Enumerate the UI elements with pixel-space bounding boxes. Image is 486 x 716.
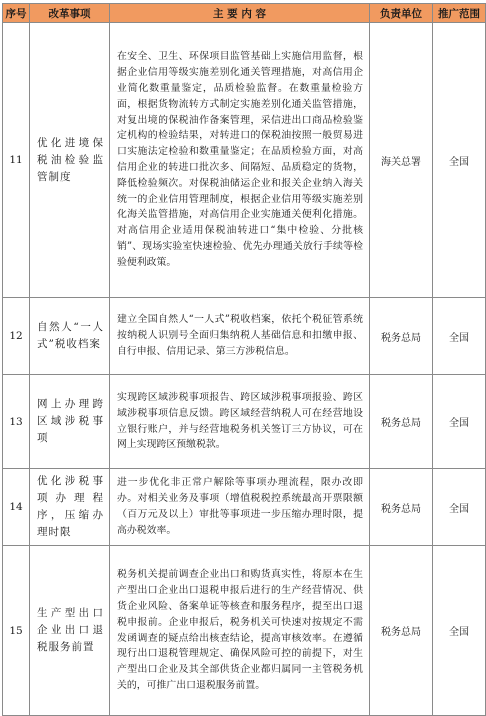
row-content: 实现跨区域涉税事项报告、跨区域涉税事项报验、跨区域涉税事项信息反馈。跨区域经营纳税人可在经营地设立银行账户，并与经营地税务机关签订三方协议，可在网上实现跨区预缴税款。 [110,375,370,469]
row-no: 14 [3,469,30,546]
row-content: 建立全国自然人“一人式”税收档案，依托个税征管系统按纳税人识别号全面归集纳税人基础信息和扣缴申报、自行申报、信用记录、第三方涉税信息。 [110,298,370,375]
row-no: 15 [3,546,30,716]
reform-items-table [2,3,486,716]
row-scope: 全国 [433,469,486,546]
row-item: 优化进境保税油检验监管制度 [30,23,110,298]
row-scope: 全国 [433,298,486,375]
table-row [3,298,486,375]
row-content: 进一步优化非正常户解除等事项办理流程，限办改即办。对相关业务及事项（增值税税控系统最高开票限额（百万元及以上）审批等事项进一步压缩办理时限，提高办税效率。 [110,469,370,546]
header-item: 改革事项 [30,4,110,23]
row-content: 在安全、卫生、环保项目监管基础上实施信用监督，根据企业信用等级实施差别化通关管理措施，对高信用企业简化数重量鉴定，品质检验监督。在数重量检验方面，根据货物流转方式制定实施差别化通关监管措施，对复出境的保税油作备案管理，采信进出口商品检验鉴定机构的检验结果，对转进口的保税油按照一般贸易进口实施法定检验和数重量鉴定；在品质检验方面，对高信用企业的转进口批次多、间隔短、品质稳定的货物，降低检验频次。对保税油储运企业和报关企业纳入海关统一的企业信用管理制度，根据企业信用等级实施差别化海关监管措施，对高信用企业实施通关便利化措施。对高信用企业适用保税油转进口“集中检验、分批核销”、现场实验室快速检验、优先办理通关放行手续等检验便利政策。 [110,23,370,298]
table-row [3,469,486,546]
row-item: 自然人“一人式”税收档案 [30,298,110,375]
row-dept: 税务总局 [370,469,433,546]
row-dept: 海关总署 [370,23,433,298]
row-item: 优化涉税事项办理程序，压缩办理时限 [30,469,110,546]
header-dept: 负责单位 [370,4,433,23]
reform-table-page [2,3,485,716]
row-item: 生产型出口企业出口退税服务前置 [30,546,110,716]
row-no: 13 [3,375,30,469]
row-no: 11 [3,23,30,298]
table-header-row [3,4,486,23]
row-scope: 全国 [433,23,486,298]
row-dept: 税务总局 [370,298,433,375]
row-content: 税务机关提前调查企业出口和购货真实性，将原本在生产型出口企业出口退税申报后进行的生产经营情况、供货企业风险、备案单证等核查和服务程序，提至出口退税申报前。企业申报后，税务机关可快速对按规定不需发函调查的疑点给出核查结论，提高审核效率。在遵循现行出口退税管理规定、确保风险可控的前提下，对生产型出口企业及其全部供货企业都归属同一主管税务机关的，可推广出口退税服务前置。 [110,546,370,716]
header-content: 主 要 内 容 [110,4,370,23]
table-row [3,546,486,716]
table-row [3,375,486,469]
row-dept: 税务总局 [370,375,433,469]
row-no: 12 [3,298,30,375]
row-item: 网上办理跨区域涉税事项 [30,375,110,469]
table-row [3,23,486,298]
row-dept: 税务总局 [370,546,433,716]
row-scope: 全国 [433,375,486,469]
row-scope: 全国 [433,546,486,716]
header-no: 序号 [3,4,30,23]
header-scope: 推广范围 [433,4,486,23]
